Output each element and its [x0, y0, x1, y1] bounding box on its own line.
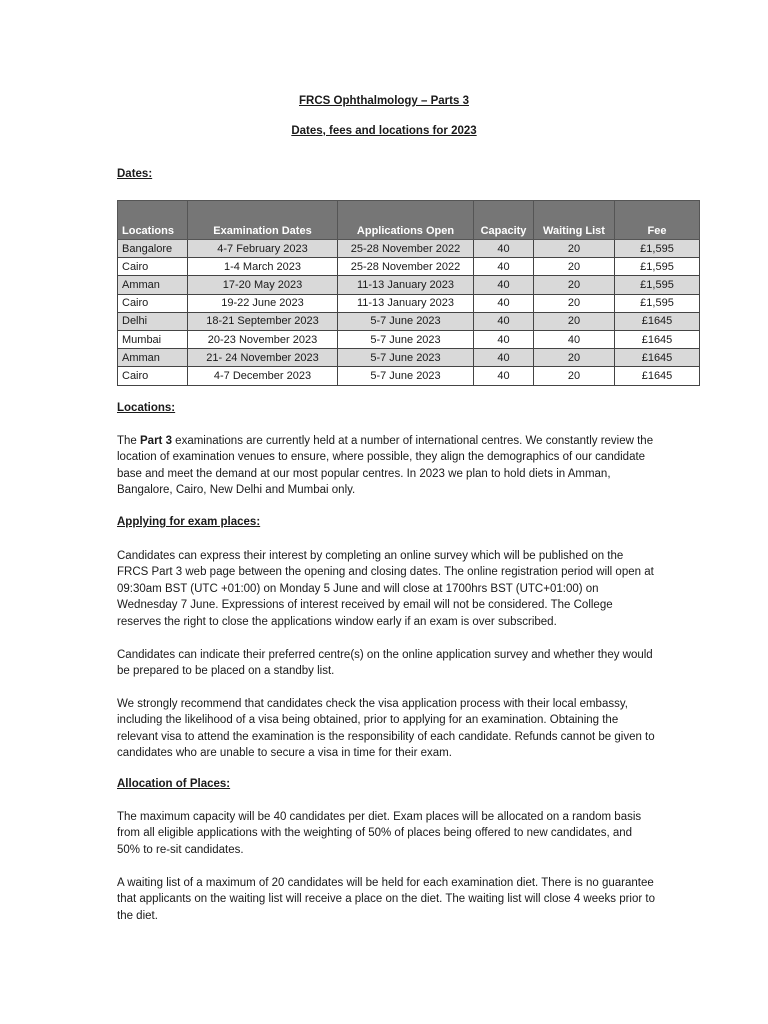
cell-capacity: 40 [474, 312, 534, 330]
table-row [118, 349, 700, 367]
cell-applications-open: 25-28 November 2022 [338, 240, 474, 258]
cell-fee: £1,595 [615, 276, 700, 294]
cell-fee: £1645 [615, 367, 700, 385]
cell-capacity: 40 [474, 258, 534, 276]
cell-waiting-list: 20 [534, 240, 615, 258]
cell-exam-dates: 21- 24 November 2023 [188, 349, 338, 367]
cell-exam-dates: 4-7 February 2023 [188, 240, 338, 258]
cell-fee: £1,595 [615, 240, 700, 258]
column-header-applications-open: Applications Open [338, 201, 474, 240]
cell-applications-open: 11-13 January 2023 [338, 294, 474, 312]
cell-location: Amman [118, 349, 188, 367]
cell-exam-dates: 1-4 March 2023 [188, 258, 338, 276]
part-3-bold-text: Part 3 [140, 435, 172, 447]
applying-paragraph-1: Candidates can express their interest by completing an online survey which will be published on the FRCS Part 3 web page between the opening and closing dates. The online registration period will open at 09:30am BST (UTC +01:00) on Monday 5 June and will close at 1700hrs BST (UTC+01:00) on Wednesday 7 June. Expressions of interest received by email will not be considered. The College reserves the right to close the applications window early if an exam is over subscribed. [117, 550, 654, 628]
cell-location: Mumbai [118, 330, 188, 348]
allocation-paragraph-1: The maximum capacity will be 40 candidates per diet. Exam places will be allocated on a random basis from all eligible applications with the weighting of 50% of places being offered to new candidates, and 50% to re-sit candidates. [117, 811, 642, 856]
cell-capacity: 40 [474, 240, 534, 258]
cell-fee: £1,595 [615, 258, 700, 276]
cell-applications-open: 5-7 June 2023 [338, 349, 474, 367]
cell-waiting-list: 40 [534, 330, 615, 348]
table-row [118, 367, 700, 385]
locations-text-start: The [117, 435, 141, 447]
cell-applications-open: 11-13 January 2023 [338, 276, 474, 294]
table-row [118, 294, 700, 312]
cell-exam-dates: 19-22 June 2023 [188, 294, 338, 312]
document-subtitle: Dates, fees and locations for 2023 [291, 125, 477, 137]
cell-applications-open: 5-7 June 2023 [338, 367, 474, 385]
cell-applications-open: 25-28 November 2022 [338, 258, 474, 276]
cell-location: Bangalore [118, 240, 188, 258]
cell-capacity: 40 [474, 294, 534, 312]
cell-applications-open: 5-7 June 2023 [338, 312, 474, 330]
cell-capacity: 40 [474, 276, 534, 294]
cell-location: Amman [118, 276, 188, 294]
locations-heading: Locations: [117, 402, 176, 414]
column-header-waiting-list: Waiting List [534, 201, 615, 240]
locations-text-rest: examinations are currently held at a number of international centres. We constantly review the location of examination venues to ensure, where possible, they align the demographics of our candidate base and meet the demand at our most popular centres. In 2023 we plan to hold diets in Amman, Bangalore, Cairo, New Delhi and Mumbai only. [117, 435, 654, 497]
allocation-paragraph-2: A waiting list of a maximum of 20 candidates will be held for each examination diet. There is no guarantee that applicants on the waiting list will receive a place on the diet. The waiting list will close 4 weeks prior to the diet. [117, 877, 656, 922]
applying-paragraph-2: Candidates can indicate their preferred centre(s) on the online application survey and whether they would be prepared to be placed on a standby list. [117, 649, 653, 678]
cell-exam-dates: 17-20 May 2023 [188, 276, 338, 294]
cell-fee: £1645 [615, 312, 700, 330]
column-header-fee: Fee [615, 201, 700, 240]
cell-exam-dates: 18-21 September 2023 [188, 312, 338, 330]
cell-exam-dates: 20-23 November 2023 [188, 330, 338, 348]
cell-exam-dates: 4-7 December 2023 [188, 367, 338, 385]
dates-heading: Dates: [117, 168, 153, 180]
column-header-locations: Locations [118, 201, 188, 240]
table-row [118, 312, 700, 330]
column-header-capacity: Capacity [474, 201, 534, 240]
cell-capacity: 40 [474, 349, 534, 367]
table-row [118, 258, 700, 276]
allocation-heading: Allocation of Places: [117, 778, 231, 790]
cell-fee: £1645 [615, 330, 700, 348]
cell-waiting-list: 20 [534, 367, 615, 385]
cell-location: Cairo [118, 294, 188, 312]
table-row [118, 240, 700, 258]
cell-location: Delhi [118, 312, 188, 330]
table-row [118, 330, 700, 348]
cell-fee: £1645 [615, 349, 700, 367]
cell-fee: £1,595 [615, 294, 700, 312]
locations-paragraph [117, 433, 657, 499]
cell-waiting-list: 20 [534, 258, 615, 276]
cell-location: Cairo [118, 367, 188, 385]
dates-table [117, 200, 700, 386]
cell-waiting-list: 20 [534, 276, 615, 294]
cell-capacity: 40 [474, 330, 534, 348]
cell-waiting-list: 20 [534, 312, 615, 330]
cell-capacity: 40 [474, 367, 534, 385]
cell-location: Cairo [118, 258, 188, 276]
column-header-examination-dates: Examination Dates [188, 201, 338, 240]
cell-waiting-list: 20 [534, 349, 615, 367]
cell-waiting-list: 20 [534, 294, 615, 312]
applying-heading: Applying for exam places: [117, 516, 261, 528]
applying-paragraph-3: We strongly recommend that candidates check the visa application process with their local embassy, including the likelihood of a visa being obtained, prior to applying for an examination. Obtaining the relevant visa to attend the examination is the responsibility of each candidate. Refunds cannot be given to candidates who are unable to secure a visa in time for their exam. [117, 698, 655, 760]
document-title: FRCS Ophthalmology – Parts 3 [299, 95, 469, 107]
table-row [118, 276, 700, 294]
table-header-row [118, 201, 700, 240]
cell-applications-open: 5-7 June 2023 [338, 330, 474, 348]
